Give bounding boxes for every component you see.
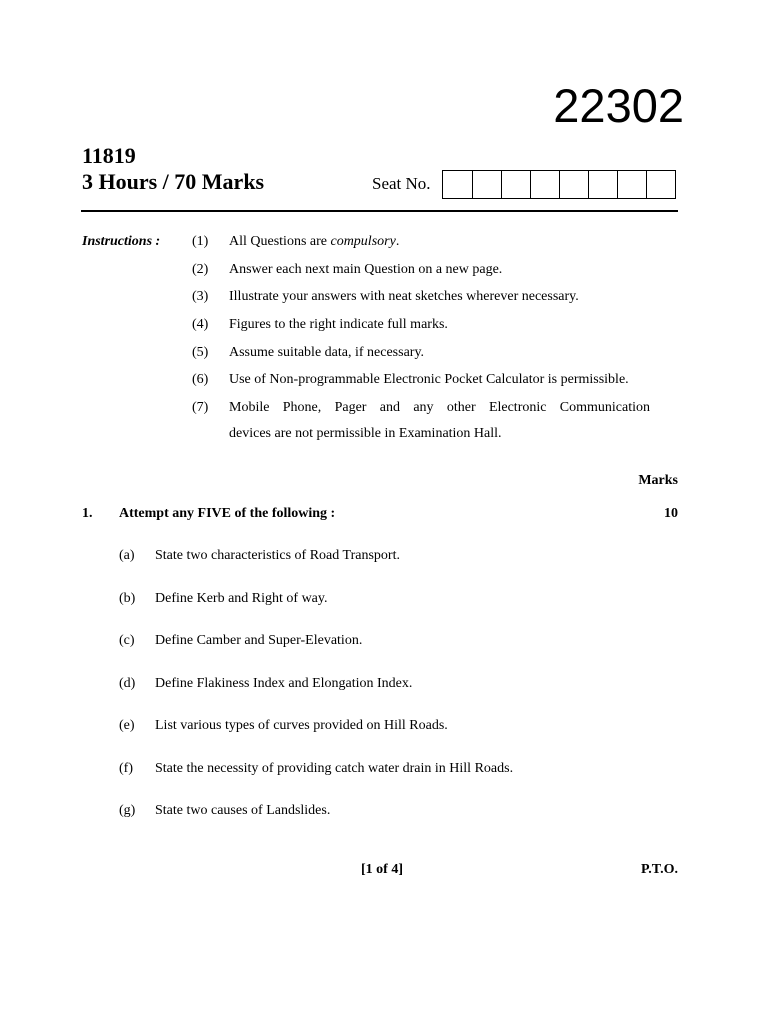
instruction-text: Mobile Phone, Pager and any other Electronic Communication [229, 400, 650, 415]
seat-number-box [473, 170, 502, 199]
subquestion-label: (a) [119, 548, 135, 563]
instruction-text-part: . [395, 234, 400, 249]
duration-marks: 3 Hours / 70 Marks [82, 169, 265, 194]
exam-code: 11819 [82, 143, 136, 168]
subquestion-text: List various types of curves provided on Hill Roads. [155, 718, 448, 733]
instruction-number: (2) [192, 262, 209, 277]
seat-number-box [618, 170, 647, 199]
instruction-text [229, 234, 399, 250]
instruction-number: (5) [192, 345, 209, 360]
page-number: [1 of 4] [361, 862, 403, 877]
seat-number-box [502, 170, 531, 199]
instruction-text: Assume suitable data, if necessary. [229, 345, 425, 360]
instruction-number: (4) [192, 317, 209, 332]
instruction-text: Illustrate your answers with neat sketches wherever necessary. [229, 289, 579, 304]
instruction-text-continued: devices are not permissible in Examination Hall. [229, 426, 502, 441]
subquestion-text: Define Flakiness Index and Elongation Index. [155, 676, 413, 691]
seat-number-box [589, 170, 618, 199]
question-marks: 10 [664, 506, 678, 521]
instructions-heading: Instructions : [82, 234, 161, 249]
instruction-number: (3) [192, 289, 209, 304]
subquestion-label: (c) [119, 633, 135, 648]
seat-number-boxes [442, 170, 676, 199]
subquestion-label: (f) [119, 761, 133, 776]
instruction-text: Answer each next main Question on a new page. [229, 262, 503, 277]
seat-number-box [531, 170, 560, 199]
instruction-number: (1) [192, 234, 209, 249]
subquestion-text: State two characteristics of Road Transport. [155, 548, 400, 563]
instruction-text-part: All Questions are [229, 234, 331, 249]
instruction-number: (7) [192, 400, 209, 415]
instruction-text-emphasis: compulsory [330, 234, 396, 249]
please-turn-over: P.T.O. [641, 862, 678, 877]
subquestion-label: (d) [119, 676, 136, 691]
seat-number-box [560, 170, 589, 199]
instruction-text: Figures to the right indicate full marks. [229, 317, 448, 332]
instruction-text: Use of Non-programmable Electronic Pocket Calculator is permissible. [229, 372, 629, 387]
seat-number-box [647, 170, 676, 199]
subquestion-text: Define Kerb and Right of way. [155, 591, 328, 606]
paper-code: 22302 [553, 79, 684, 132]
subquestion-text: Define Camber and Super-Elevation. [155, 633, 363, 648]
subquestion-label: (b) [119, 591, 136, 606]
subquestion-text: State the necessity of providing catch water drain in Hill Roads. [155, 761, 514, 776]
subquestion-text: State two causes of Landslides. [155, 803, 331, 818]
question-text: Attempt any FIVE of the following : [119, 506, 336, 521]
seat-number-box [443, 170, 473, 199]
marks-column-heading: Marks [638, 473, 678, 488]
instruction-number: (6) [192, 372, 209, 387]
question-number: 1. [82, 506, 93, 521]
seat-number-label: Seat No. [372, 174, 431, 193]
subquestion-label: (g) [119, 803, 136, 818]
subquestion-label: (e) [119, 718, 135, 733]
header-divider [81, 210, 678, 212]
